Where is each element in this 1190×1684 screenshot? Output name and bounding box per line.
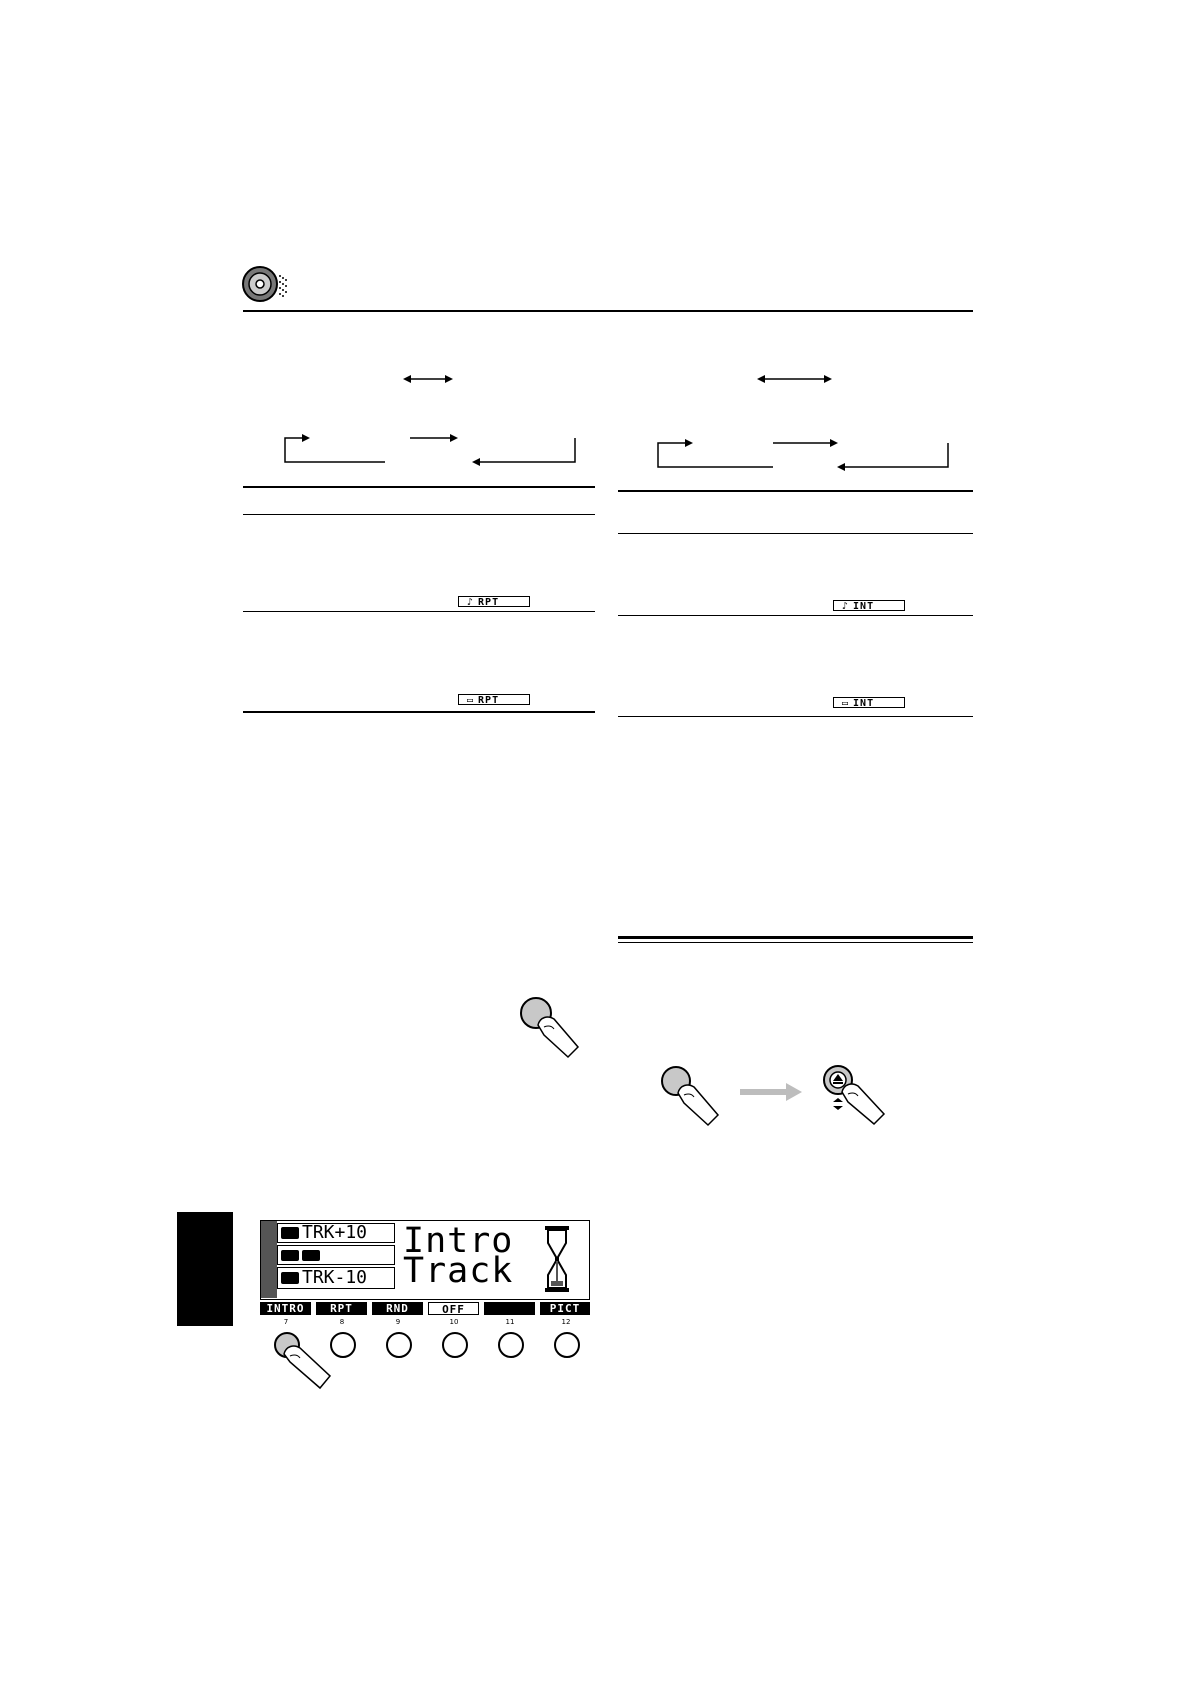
language-side-tab [177,1212,233,1326]
note-icon: ♪ [467,597,475,608]
lcd-display [260,1220,590,1300]
left-table-bottom-rule [243,711,595,713]
double-arrow-icon [403,372,453,386]
mode-cycle-diagram [280,430,580,470]
down-triangle-icon [281,1272,299,1284]
next-step-arrow-icon [740,1083,802,1101]
folder-intro-label: INT [853,698,875,709]
tab-repeat[interactable]: RPT [316,1302,367,1315]
right-table-top-rule [618,490,973,492]
preset-button-11[interactable] [498,1332,524,1358]
section-rule-thin [618,942,973,943]
lcd-down-row [277,1267,395,1289]
trk-up-label: TRK+10 [302,1222,368,1243]
right-table-row-rule [618,615,973,616]
folder-icon: ▭ [842,698,850,709]
tab-blank[interactable] [484,1302,535,1315]
track-repeat-badge [458,596,530,607]
left-table-top-rule [243,486,595,488]
preset-button-10[interactable] [442,1332,468,1358]
track-repeat-label: RPT [478,597,500,608]
right-table-header-rule [618,533,973,534]
lcd-up-row [277,1223,395,1243]
finger-press-eject-button-illustration[interactable] [818,1062,893,1134]
left-table-header-rule [243,514,595,515]
skip-forward-icon [302,1250,320,1261]
trk-down-label: TRK-10 [302,1267,368,1288]
folder-repeat-badge [458,694,530,705]
skip-back-icon [281,1250,299,1261]
preset-button-12[interactable] [554,1332,580,1358]
finger-press-button-illustration[interactable] [518,995,588,1065]
lcd-main-line1: Intro [403,1221,514,1261]
button-number-10: 10 [449,1318,459,1326]
button-number-7: 7 [283,1318,289,1326]
hourglass-icon [544,1225,570,1293]
cd-disc-icon [242,264,297,304]
button-number-8: 8 [339,1318,345,1326]
finger-press-button-illustration[interactable] [660,1065,730,1135]
track-intro-label: INT [853,601,875,612]
double-arrow-icon [757,372,832,386]
folder-repeat-label: RPT [478,695,500,706]
note-icon: ♪ [842,601,850,612]
header-rule [243,310,973,312]
button-number-9: 9 [395,1318,401,1326]
folder-icon: ▭ [467,695,475,706]
tab-random[interactable]: RND [372,1302,423,1315]
folder-intro-badge [833,697,905,708]
section-rule-thick [618,936,973,939]
lcd-left-strip [261,1221,277,1298]
left-table-row-rule [243,611,595,612]
tab-intro[interactable]: INTRO [260,1302,311,1315]
button-number-11: 11 [505,1318,515,1326]
preset-button-9[interactable] [386,1332,412,1358]
up-triangle-icon [281,1227,299,1239]
right-table-bottom-rule [618,716,973,717]
button-number-12: 12 [561,1318,571,1326]
finger-press-icon [280,1336,340,1391]
lcd-main-line2: Track [403,1251,514,1291]
track-intro-badge [833,600,905,611]
lcd-skip-row [277,1245,395,1265]
tab-off[interactable]: OFF [428,1302,479,1315]
intro-cycle-diagram [655,435,955,475]
tab-picture[interactable]: PICT [540,1302,590,1315]
